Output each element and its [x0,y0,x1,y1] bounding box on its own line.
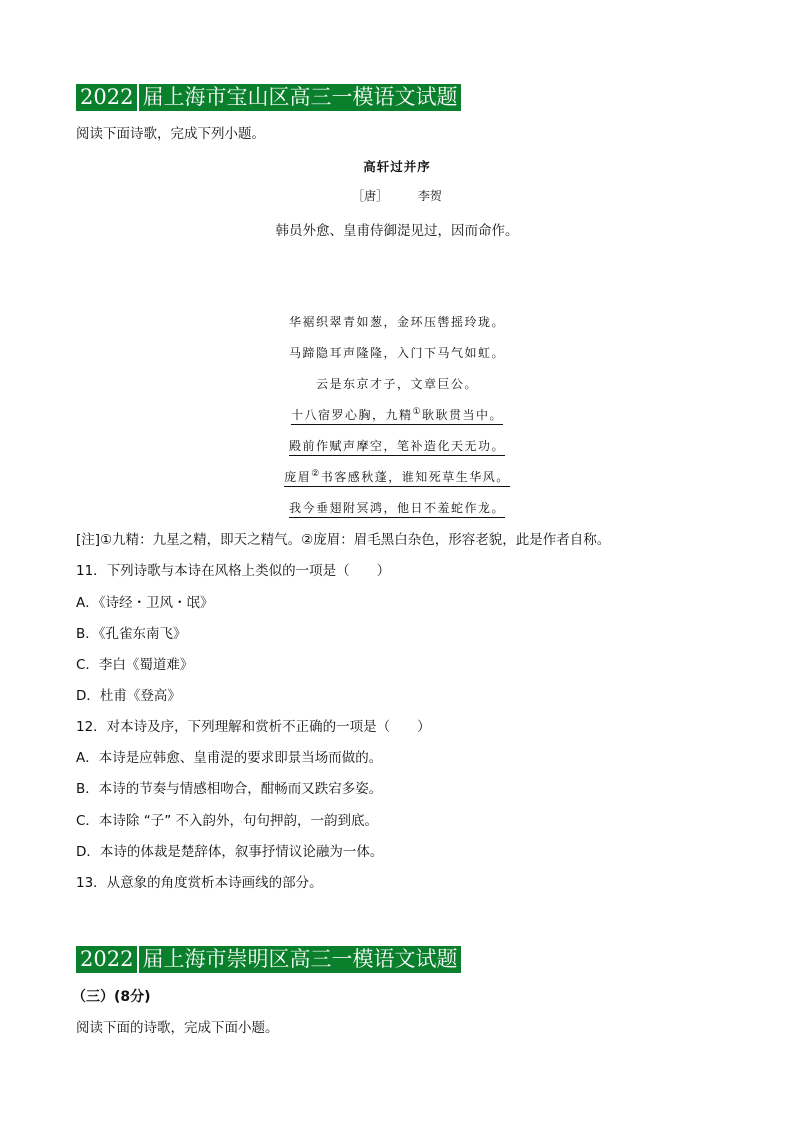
option-d: D．杜甫《登高》 [76,688,181,704]
poem-author-line [0,187,794,204]
option-b: B．《孔雀东南飞》 [76,626,187,642]
poem-title: 高轩过并序 [363,159,431,174]
verse-text-group [284,470,510,487]
question-12: 12．对本诗及序，下列理解和赏析不正确的一项是（ ） [76,719,431,735]
verse-text: 云是东京才子，文章巨公。 [315,377,478,391]
poem-verse-underlined [0,406,794,423]
verse-text: 殿前作赋声摩空，笔补造化天无功。 [289,439,505,456]
footnote-marker: ① [412,407,423,417]
option-a: A．本诗是应韩愈、皇甫湜的要求即景当场而做的。 [76,750,383,766]
verse-text: 华裾织翠青如葱，金环压辔摇玲珑。 [288,315,505,329]
section-title-text: 届上海市宝山区高三一模语文试题 [142,85,458,109]
question-11: 11．下列诗歌与本诗在风格上类似的一项是（ ） [76,563,391,579]
poem-verse-underlined [0,437,794,454]
reading-instruction: 阅读下面的诗歌，完成下面小题。 [76,1020,279,1036]
verse-text: 庞眉 [284,470,312,484]
poem-preface: 韩员外愈、皇甫侍御湜见过，因而命作。 [275,223,519,239]
poem-author: 李贺 [417,189,442,203]
footnote-marker: ② [311,469,321,479]
verse-text-group [291,408,503,425]
verse-text: 我今垂翅附冥鸿，他日不羞蛇作龙。 [289,501,505,518]
option-c: C．本诗除 “子” 不入韵外，句句押韵，一韵到底。 [76,813,378,829]
poem-verse-underlined [0,499,794,516]
poem-verse [0,375,794,392]
reading-instruction: 阅读下面诗歌，完成下列小题。 [76,126,265,142]
option-a: A．《诗经・卫风・氓》 [76,595,214,611]
poem-dynasty: ［唐］ [352,189,389,203]
section-title-banner [76,84,461,111]
option-b: B．本诗的节奏与情感相吻合，酣畅而又跌宕多姿。 [76,781,383,797]
option-c: C．李白《蜀道难》 [76,657,194,673]
section-title-year: 2022 [80,84,139,111]
verse-text: 十八宿罗心胸，九精 [290,408,413,422]
question-13: 13．从意象的角度赏析本诗画线的部分。 [76,875,323,891]
verse-text: 马蹄隐耳声隆隆，入门下马气如虹。 [288,346,505,360]
poem-verse [0,344,794,361]
verse-text: 耿耿贯当中。 [422,408,504,422]
section-title-text: 届上海市崇明区高三一模语文试题 [142,947,458,971]
section-title-banner [76,946,461,973]
poem-verse [0,313,794,330]
poem-annotation: [注]①九精：九星之精，即天之精气。②庞眉：眉毛黑白杂色，形容老貌，此是作者自称。 [76,532,611,548]
poem-verse-underlined [0,468,794,485]
sub-section-heading: （三）(8分) [72,989,151,1005]
section-title-year: 2022 [80,946,139,973]
option-d: D．本诗的体裁是楚辞体，叙事抒情议论融为一体。 [76,844,384,860]
verse-text: 书客感秋蓬，谁知死草生华风。 [320,470,510,484]
